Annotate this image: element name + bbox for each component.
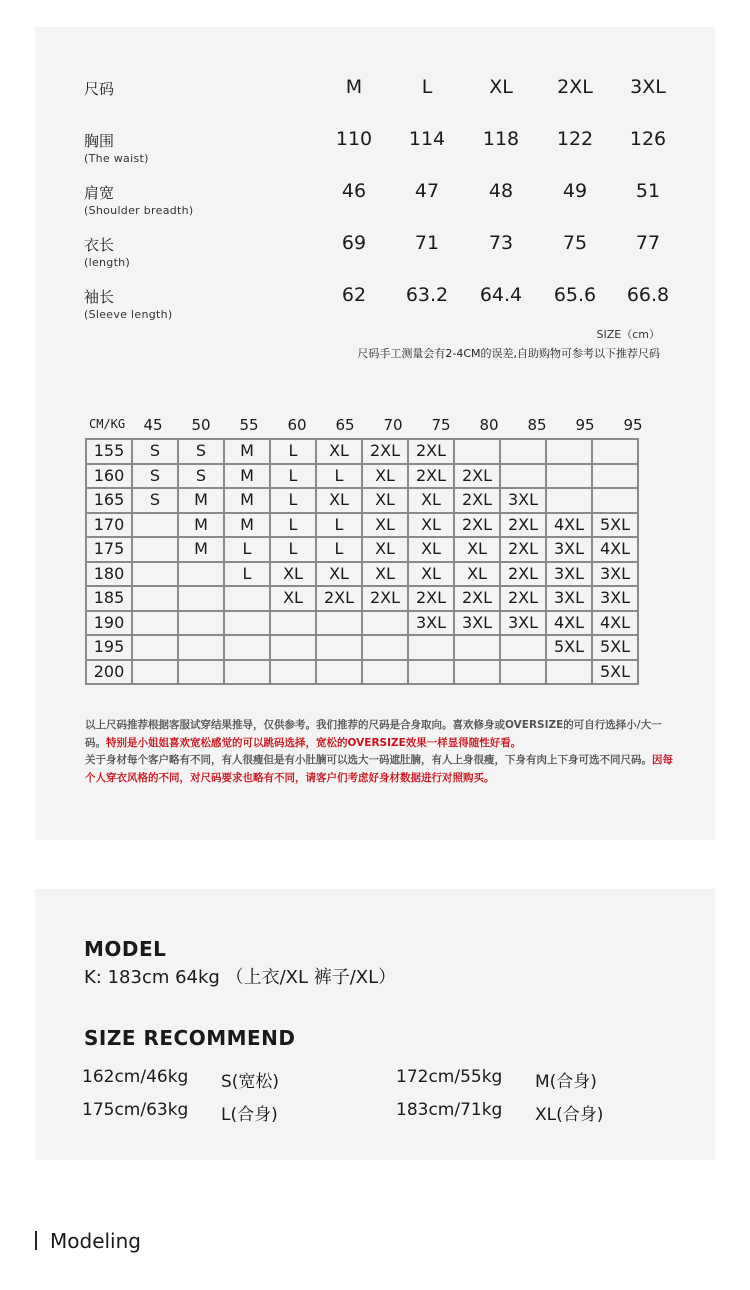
size-cell: 3XL: [546, 537, 592, 562]
error-note: 尺码手工测量会有2-4CM的误差,自助购物可参考以下推荐尺码: [357, 347, 660, 360]
grid-row: [86, 513, 638, 538]
size-cell: 3XL: [592, 586, 638, 611]
size-cell: XL: [408, 537, 454, 562]
size-cell: 5XL: [592, 635, 638, 660]
recommend-measure: 162cm/46kg: [82, 1067, 189, 1087]
kg-header: 80: [479, 416, 499, 434]
measure-value: 66.8: [626, 284, 670, 306]
size-cell: [592, 439, 638, 464]
size-cell: 2XL: [454, 513, 500, 538]
disclaimer-text: 以上尺码推荐根据客服试穿结果推导，仅供参考。我们推荐的尺码是合身取向。喜欢修身或OVERSIZE的可自行选择小/大一码。: [85, 719, 662, 749]
recommend-title: SIZE RECOMMEND: [84, 1026, 296, 1050]
size-cell: S: [132, 439, 178, 464]
size-cell: [224, 611, 270, 636]
measure-label: 肩宽: [84, 184, 115, 202]
height-cm-cell: 200: [86, 660, 132, 685]
size-cell: M: [224, 513, 270, 538]
kg-header: 65: [335, 416, 355, 434]
recommend-measure: 175cm/63kg: [82, 1100, 189, 1120]
size-cell: XL: [316, 439, 362, 464]
size-cell: [408, 660, 454, 685]
size-cell: XL: [362, 562, 408, 587]
size-cell: L: [224, 562, 270, 587]
size-cell: L: [270, 513, 316, 538]
size-cell: 5XL: [592, 513, 638, 538]
size-cell: [500, 660, 546, 685]
grid-row: [86, 537, 638, 562]
size-cell: M: [224, 464, 270, 489]
measure-value: 48: [488, 180, 514, 202]
size-cell: 2XL: [408, 586, 454, 611]
recommend-size: XL(合身): [535, 1105, 604, 1125]
measure-value: 122: [556, 128, 594, 150]
size-cell: 2XL: [454, 464, 500, 489]
size-cell: 4XL: [592, 611, 638, 636]
size-cell: [132, 660, 178, 685]
size-chart-panel: [35, 27, 715, 840]
model-title: MODEL: [84, 937, 167, 961]
size-cell: 2XL: [316, 586, 362, 611]
size-cell: [270, 635, 316, 660]
kg-header: 85: [527, 416, 547, 434]
size-cell: 5XL: [546, 635, 592, 660]
height-cm-cell: 180: [86, 562, 132, 587]
size-xl: XL: [489, 76, 513, 98]
size-3xl: 3XL: [630, 76, 666, 98]
size-cell: [132, 537, 178, 562]
size-cell: L: [270, 537, 316, 562]
size-cell: XL: [270, 562, 316, 587]
size-cell: 4XL: [592, 537, 638, 562]
size-cell: [454, 439, 500, 464]
unit-note: SIZE（cm）: [596, 328, 660, 341]
size-cell: [500, 635, 546, 660]
size-cell: XL: [316, 562, 362, 587]
size-cell: [224, 586, 270, 611]
size-cell: [316, 660, 362, 685]
size-cell: [546, 464, 592, 489]
recommend-size: M(合身): [535, 1072, 597, 1092]
size-cell: [132, 635, 178, 660]
size-cell: XL: [362, 488, 408, 513]
size-cell: M: [224, 439, 270, 464]
size-cell: 2XL: [362, 439, 408, 464]
grid-row: [86, 464, 638, 489]
size-cell: 3XL: [546, 562, 592, 587]
size-cell: XL: [408, 513, 454, 538]
size-cell: 4XL: [546, 513, 592, 538]
grid-row: [86, 611, 638, 636]
size-cell: [316, 635, 362, 660]
kg-header: 75: [431, 416, 451, 434]
size-m: M: [345, 76, 363, 98]
size-cell: 2XL: [408, 439, 454, 464]
measure-value: 75: [562, 232, 588, 254]
kg-header: 55: [239, 416, 259, 434]
recommend-size: S(宽松): [221, 1072, 280, 1092]
measure-value: 77: [635, 232, 661, 254]
size-cell: 3XL: [454, 611, 500, 636]
size-cell: XL: [316, 488, 362, 513]
kg-header: 95: [575, 416, 595, 434]
kg-header: 70: [383, 416, 403, 434]
kg-header: 60: [287, 416, 307, 434]
size-cell: 5XL: [592, 660, 638, 685]
size-cell: [132, 513, 178, 538]
size-cell: M: [224, 488, 270, 513]
size-cell: L: [316, 537, 362, 562]
size-cell: [408, 635, 454, 660]
recommend-size: L(合身): [221, 1105, 278, 1125]
size-cell: L: [270, 488, 316, 513]
size-cell: 4XL: [546, 611, 592, 636]
height-cm-cell: 195: [86, 635, 132, 660]
measure-value: 47: [414, 180, 440, 202]
height-cm-cell: 190: [86, 611, 132, 636]
measure-value: 126: [629, 128, 667, 150]
kg-header: 50: [191, 416, 211, 434]
measure-value: 69: [341, 232, 367, 254]
model-info: K: 183cm 64kg （上衣/XL 裤子/XL）: [84, 967, 397, 988]
height-cm-cell: 170: [86, 513, 132, 538]
size-cell: L: [270, 464, 316, 489]
size-cell: [592, 464, 638, 489]
measure-value: 64.4: [479, 284, 523, 306]
measure-label: 胸围: [84, 132, 115, 150]
recommend-measure: 172cm/55kg: [396, 1067, 503, 1087]
disclaimer-paragraph-2: [85, 752, 675, 787]
height-cm-cell: 185: [86, 586, 132, 611]
size-cell: [132, 611, 178, 636]
height-cm-cell: 165: [86, 488, 132, 513]
size-cell: L: [316, 513, 362, 538]
grid-row: [86, 439, 638, 464]
size-cell: [316, 611, 362, 636]
size-cell: [178, 562, 224, 587]
size-cell: [178, 611, 224, 636]
disclaimer-text: 关于身材每个客户略有不同，有人很瘦但是有小肚腩可以选大一码遮肚腩，有人上身很瘦，下身有肉上下身可选不同尺码。: [85, 754, 652, 766]
recommend-measure: 183cm/71kg: [396, 1100, 503, 1120]
disclaimer-highlight: 特别是小姐姐喜欢宽松感觉的可以跳码选择，宽松的OVERSIZE效果一样显得随性好看。: [106, 736, 522, 749]
size-cell: S: [178, 464, 224, 489]
grid-row: [86, 586, 638, 611]
size-cell: L: [224, 537, 270, 562]
size-cell: 2XL: [362, 586, 408, 611]
size-cell: 2XL: [408, 464, 454, 489]
size-cell: 2XL: [500, 537, 546, 562]
grid-corner-label: CM/KG: [89, 417, 126, 431]
size-cell: [178, 660, 224, 685]
size-header-label: 尺码: [84, 80, 115, 98]
size-cell: 2XL: [500, 562, 546, 587]
grid-row: [86, 488, 638, 513]
measure-value: 110: [335, 128, 373, 150]
size-recommend-grid: [85, 438, 639, 685]
size-cell: 3XL: [408, 611, 454, 636]
size-cell: S: [178, 439, 224, 464]
size-cell: [454, 635, 500, 660]
measure-value: 118: [482, 128, 520, 150]
size-cell: [132, 562, 178, 587]
size-cell: XL: [408, 488, 454, 513]
size-cell: [500, 464, 546, 489]
model-panel: [35, 889, 715, 1160]
size-cell: XL: [454, 537, 500, 562]
size-cell: [178, 635, 224, 660]
measure-value: 51: [635, 180, 661, 202]
size-cell: 3XL: [500, 611, 546, 636]
size-cell: S: [132, 464, 178, 489]
size-cell: 2XL: [500, 586, 546, 611]
size-cell: [592, 488, 638, 513]
size-cell: L: [316, 464, 362, 489]
size-cell: 3XL: [592, 562, 638, 587]
modeling-label: Modeling: [50, 1229, 141, 1253]
disclaimer-highlight: 因每个人穿衣风格的不同，对尺码要求也略有不同，请客户们考虑好身材数据进行对照购买。: [85, 754, 673, 784]
disclaimer-paragraph-1: [85, 717, 675, 752]
size-cell: [546, 488, 592, 513]
size-l: L: [421, 76, 433, 98]
measure-value: 46: [341, 180, 367, 202]
size-cell: L: [270, 439, 316, 464]
size-cell: XL: [408, 562, 454, 587]
measure-value: 114: [408, 128, 446, 150]
size-cell: XL: [362, 513, 408, 538]
size-cell: [132, 586, 178, 611]
measure-sublabel: (Sleeve length): [84, 308, 173, 321]
size-cell: S: [132, 488, 178, 513]
size-cell: [362, 611, 408, 636]
size-cell: [362, 660, 408, 685]
measure-value: 49: [562, 180, 588, 202]
size-cell: 2XL: [500, 513, 546, 538]
measure-label: 衣长: [84, 236, 115, 254]
height-cm-cell: 155: [86, 439, 132, 464]
measure-value: 65.6: [553, 284, 597, 306]
measure-sublabel: (The waist): [84, 152, 149, 165]
kg-header: 45: [143, 416, 163, 434]
grid-row: [86, 562, 638, 587]
size-cell: 2XL: [454, 488, 500, 513]
size-cell: [500, 439, 546, 464]
size-cell: [454, 660, 500, 685]
size-cell: XL: [454, 562, 500, 587]
size-cell: XL: [362, 464, 408, 489]
measure-sublabel: (Shoulder breadth): [84, 204, 194, 217]
size-cell: M: [178, 488, 224, 513]
size-cell: 2XL: [454, 586, 500, 611]
modeling-section-title: [35, 1229, 141, 1253]
title-bar-divider: [35, 1231, 37, 1250]
kg-header: 95: [623, 416, 643, 434]
height-cm-cell: 175: [86, 537, 132, 562]
size-cell: [224, 635, 270, 660]
size-cell: XL: [362, 537, 408, 562]
size-cell: XL: [270, 586, 316, 611]
size-cell: [270, 611, 316, 636]
measure-value: 71: [414, 232, 440, 254]
measure-value: 63.2: [405, 284, 449, 306]
measure-label: 袖长: [84, 288, 115, 306]
size-cell: 3XL: [500, 488, 546, 513]
measure-sublabel: (length): [84, 256, 131, 269]
size-cell: 3XL: [546, 586, 592, 611]
size-cell: [224, 660, 270, 685]
measure-value: 62: [341, 284, 367, 306]
size-cell: M: [178, 537, 224, 562]
grid-row: [86, 660, 638, 685]
size-cell: [546, 660, 592, 685]
size-cell: [546, 439, 592, 464]
measure-value: 73: [488, 232, 514, 254]
size-cell: M: [178, 513, 224, 538]
size-cell: [270, 660, 316, 685]
size-cell: [178, 586, 224, 611]
grid-row: [86, 635, 638, 660]
size-cell: [362, 635, 408, 660]
size-2xl: 2XL: [557, 76, 593, 98]
height-cm-cell: 160: [86, 464, 132, 489]
